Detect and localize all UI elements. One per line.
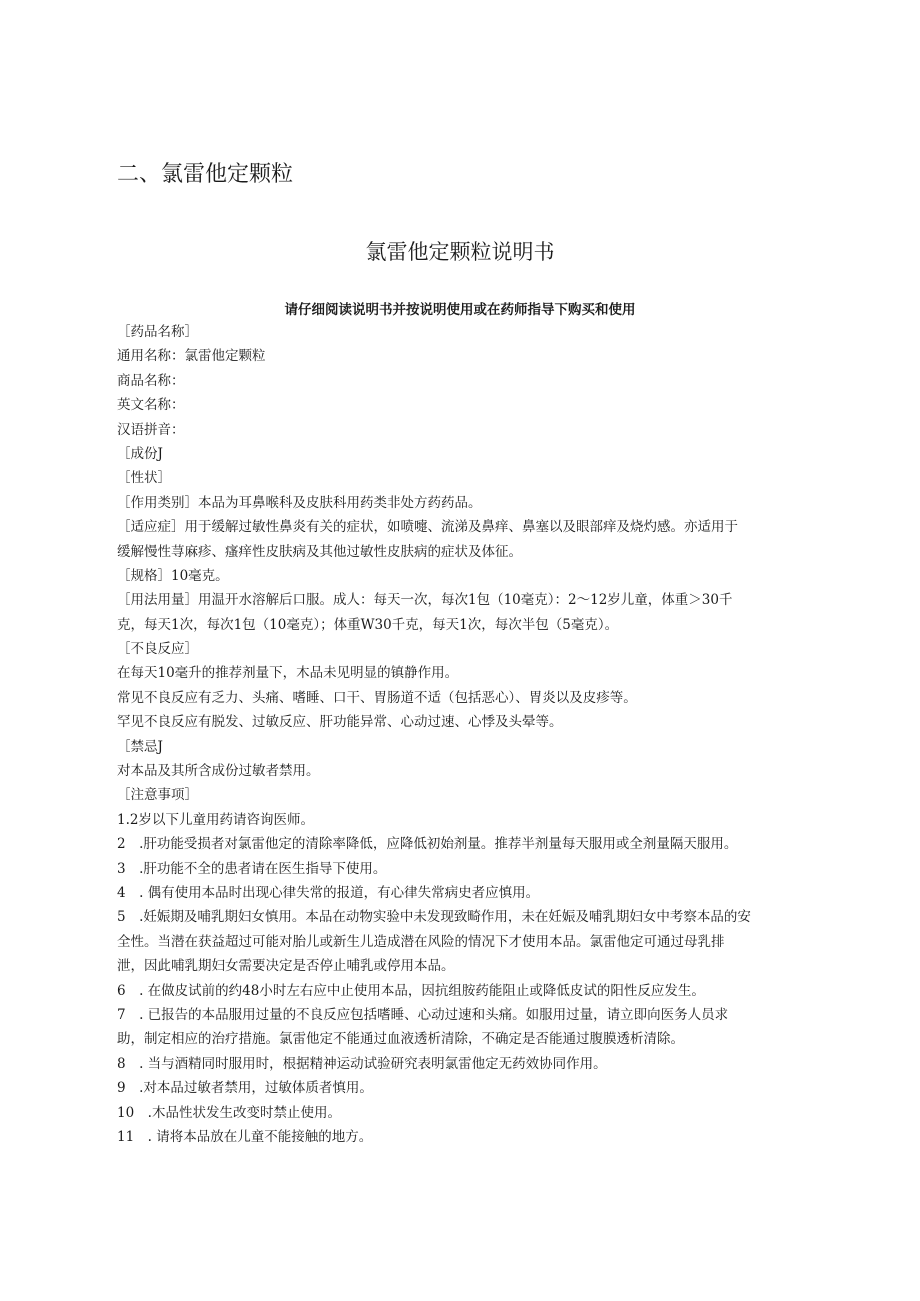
body-line: 11 . 请将本品放在儿童不能接触的地方。 [117,1128,373,1145]
body-line: 1.2岁以下儿童用药请咨询医师。 [117,811,314,828]
body-line: 通用名称：氯雷他定颗粒 [117,348,266,365]
body-line: ［不良反应］ [117,641,198,658]
body-line: 助，制定相应的治疗措施。氯雷他定不能通过血液透析清除，不确定是否能通过腹膜透析清除。 [117,1031,684,1048]
body-line: 缓解慢性荨麻疹、瘙痒性皮肤病及其他过敏性皮肤病的症状及体征。 [117,543,522,560]
body-line: 8 . 当与酒精同时服用时，根据精神运动试验研究表明氯雷他定无药效协同作用。 [117,1055,607,1072]
body-line: 对本品及其所含成份过敏者禁用。 [117,763,320,780]
body-line: ［成份J [117,445,163,462]
document-body [117,320,807,1149]
body-line: ［性状］ [117,470,171,487]
body-line: 7 . 已报告的本品服用过量的不良反应包括嗜睡、心动过速和头痛。如服用过量，请立即向医务人员求 [117,1006,729,1023]
body-line: 10 .木品性状发生改变时禁止使用。 [117,1104,341,1121]
body-line: 3 .肝功能不全的患者请在医生指导下使用。 [117,860,387,877]
body-line: ［作用类别］本品为耳鼻喉科及皮肤科用药类非处方药药品。 [117,494,482,511]
body-line: 汉语拼音： [117,421,185,438]
body-line: 9 .对本品过敏者禁用，过敏体质者慎用。 [117,1080,373,1097]
body-line: 全性。当潜在获益超过可能对胎儿或新生儿造成潜在风险的情况下才使用本品。氯雷他定可通过母乳排 [117,933,725,950]
body-line: 商品名称： [117,372,185,389]
body-line: 4 . 偶有使用本品时出现心律失常的报道，有心律失常病史者应慎用。 [117,884,540,901]
body-line: ［禁忌J [117,738,163,755]
body-line: ［药品名称］ [117,324,198,340]
body-line: ［规格］10毫克。 [117,567,229,584]
body-line: 罕见不良反应有脱发、过敏反应、肝功能异常、心动过速、心悸及头晕等。 [117,714,563,731]
body-line: ［用法用量］用温开水溶解后口服。成人：每天一次，每次1包（10毫克）：2〜12岁儿童，体重＞30千 [117,592,733,609]
section-heading: 二、氯雷他定颗粒 [117,162,294,187]
body-line: ［适应症］用于缓解过敏性鼻炎有关的症状，如喷嚏、流涕及鼻痒、鼻塞以及眼部痒及烧灼感。亦适用于 [117,519,738,536]
body-line: 克，每天1次，每次1包（10毫克）；体重W30千克，每天1次，每次半包（5毫克）。 [117,616,619,633]
document-title: 氯雷他定颗粒说明书 [365,240,555,264]
body-line: 常见不良反应有乏力、头痛、嗜睡、口干、胃肠道不适（包括恶心）、胃炎以及皮疹等。 [117,689,637,706]
document-subtitle: 请仔细阅读说明书并按说明使用或在药师指导下购买和使用 [284,302,636,318]
body-line: 在每天10毫升的推荐剂量下，木品未见明显的镇静作用。 [117,665,459,682]
body-line: ［注意事项］ [117,787,198,804]
body-line: 泄，因此哺乳期妇女需要决定是否停止哺乳或停用本品。 [117,958,455,975]
body-line: 2 .肝功能受损者对氯雷他定的清除率降低，应降低初始剂量。推荐半剂量每天服用或全剂量隔天服用。 [117,836,738,853]
body-line: 6 . 在做皮试前的约48小时左右应中止使用本品，因抗组胺药能阻止或降低皮试的阳性反应发生。 [117,982,705,999]
body-line: 英文名称： [117,397,185,414]
body-line: 5 .妊娠期及哺乳期妇女慎用。本品在动物实验中未发现致畸作用，未在妊娠及哺乳期妇女中考察本品的安 [117,909,751,926]
